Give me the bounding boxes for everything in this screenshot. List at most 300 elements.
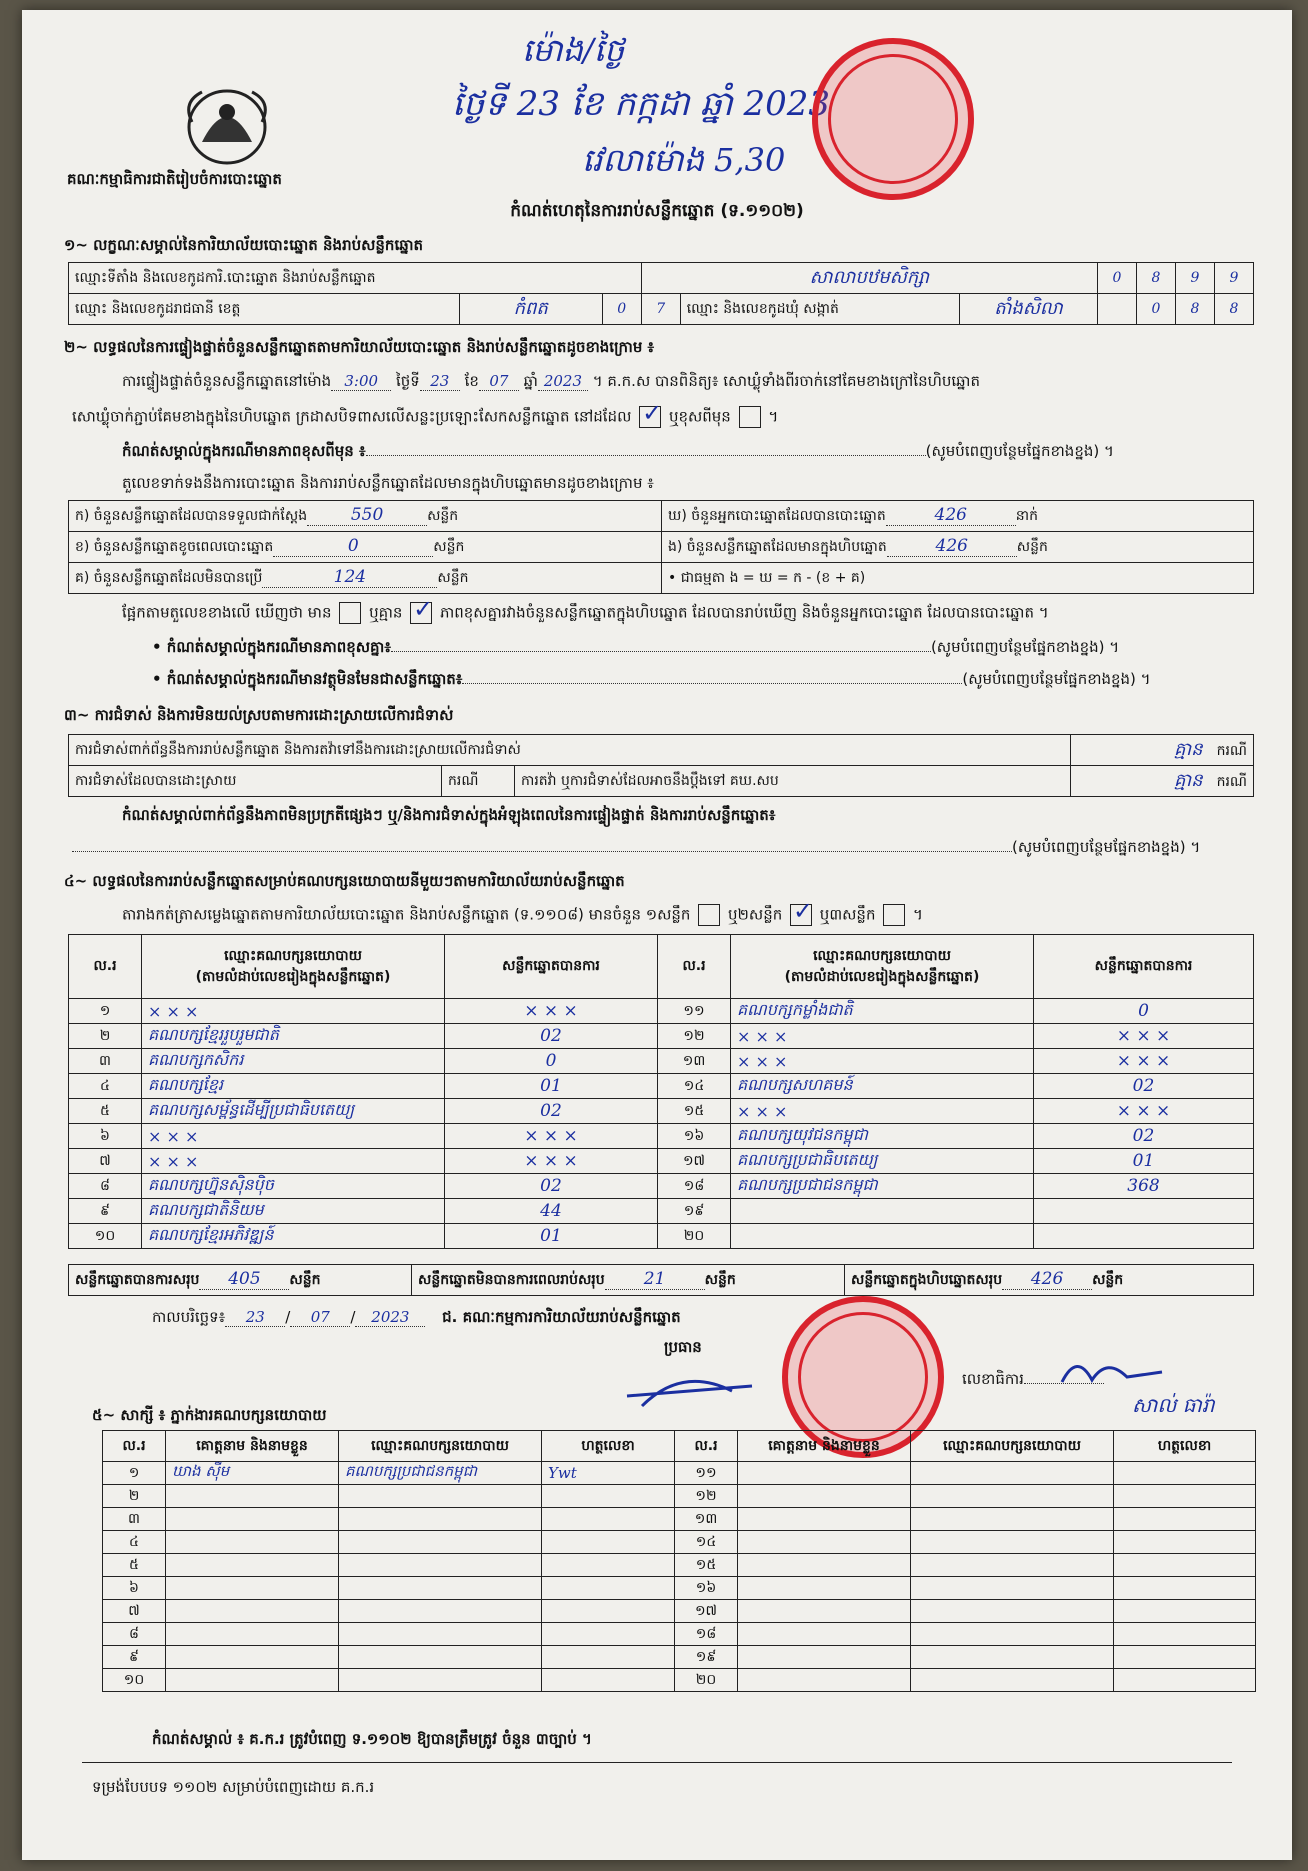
result-party-right: × × × xyxy=(731,1024,1034,1049)
witness-no-left: ៩ xyxy=(103,1646,166,1669)
result-no-left: ១០ xyxy=(69,1224,142,1249)
result-votes-left: × × × xyxy=(445,999,658,1024)
section1-title: ១~ លក្ខណៈសម្គាល់នៃការិយាល័យបោះឆ្នោត និងរាប់សន្លឹកឆ្នោត xyxy=(64,236,424,254)
result-no-left: ៦ xyxy=(69,1124,142,1149)
witness-party-right[interactable] xyxy=(911,1623,1114,1646)
figures-intro: តួលេខទាក់ទងនឹងការបោះឆ្នោត និងការរាប់សន្លឹកឆ្នោតដែលមានក្នុងហិបឆ្នោតមានដូចខាងក្រោម ៖ xyxy=(122,474,654,492)
verify-year: 2023 xyxy=(538,372,588,391)
col-party-right-2: (តាមលំដាប់លេខរៀងក្នុងសន្លឹកឆ្នោត) xyxy=(784,968,980,985)
result-no-left: ១ xyxy=(69,999,142,1024)
figure-kh-value: 0 xyxy=(273,536,433,557)
signing-date-line: កាលបរិច្ឆេទ៖ 23 / 07 / 2023 ជ. គណៈកម្មការការិយាល័យរាប់សន្លឹកឆ្នោត xyxy=(152,1308,681,1326)
result-party-left: × × × xyxy=(142,1124,445,1149)
figure-k xyxy=(69,501,662,532)
committee-label: ជ. គណៈកម្មការការិយាល័យរាប់សន្លឹកឆ្នោត xyxy=(442,1308,681,1326)
footer-text: ទម្រង់បែបបទ ១១០២ សម្រាប់បំពេញដោយ គ.ក.រ xyxy=(92,1778,375,1796)
appeal-value: គ្មាន xyxy=(1174,769,1203,791)
result-votes-left: 44 xyxy=(445,1199,658,1224)
witness-no-right: ១៥ xyxy=(675,1554,738,1577)
total-valid-cell xyxy=(69,1265,412,1296)
appeal-case: ករណី xyxy=(1216,773,1247,790)
result-votes-right: × × × xyxy=(1034,1024,1254,1049)
verify-line2-text-b: ឬខុសពីមុន xyxy=(668,407,731,426)
witness-sign-left[interactable] xyxy=(542,1623,675,1646)
witness-name-right[interactable] xyxy=(738,1600,911,1623)
result-no-right: ១៧ xyxy=(658,1149,731,1174)
witness-party-left[interactable] xyxy=(339,1577,542,1600)
figure-gh-label: ឃ) ចំនួនអ្នកបោះឆ្នោតដែលបានបោះឆ្នោត xyxy=(668,508,886,524)
verify-day: 23 xyxy=(420,372,460,391)
witness-sign-right[interactable] xyxy=(1114,1485,1256,1508)
province-code-2: 7 xyxy=(641,294,680,325)
result-no-left: ៥ xyxy=(69,1099,142,1124)
tally-sheets-text: តារាងកត់ត្រាសម្លេងឆ្នោតតាមការិយាល័យបោះឆ្នោត និងរាប់សន្លឹកឆ្នោត (ទ.១១០៨) មានចំនួន ១សន្លឹក xyxy=(122,905,691,924)
witness-sign-left[interactable] xyxy=(542,1646,675,1669)
result-party-right xyxy=(731,1199,1034,1224)
figure-k-value: 550 xyxy=(307,505,427,526)
province-value: កំពត xyxy=(459,294,602,325)
form-sheet xyxy=(22,10,1292,1860)
date-day: 23 xyxy=(225,1308,285,1327)
witness-no-left: ១ xyxy=(103,1462,166,1485)
witness-no-right: ១៨ xyxy=(675,1623,738,1646)
witness-sign-left[interactable]: Ywt xyxy=(542,1462,675,1485)
objection-value: គ្មាន xyxy=(1174,738,1203,760)
witness-party-right[interactable] xyxy=(911,1600,1114,1623)
witness-note: កំណត់សម្គាល់ ៖ គ.ក.រ ត្រូវបំពេញ ទ.១១០២ ឱ្យបានត្រឹមត្រូវ ចំនួន ៣ច្បាប់ ។ xyxy=(152,1730,592,1748)
witness-name-left[interactable]: ឃាង ស៊ីម xyxy=(166,1462,339,1485)
figure-k-label: ក) ចំនួនសន្លឹកឆ្នោតដែលបានទទួលជាក់ស្ដែង xyxy=(75,508,308,524)
result-no-left: ៨ xyxy=(69,1174,142,1199)
result-no-left: ៧ xyxy=(69,1149,142,1174)
result-party-left: × × × xyxy=(142,1149,445,1174)
witness-row xyxy=(103,1669,1256,1692)
location-value: សាលាបឋមសិក្សា xyxy=(641,263,1097,294)
result-party-right: គណបក្សប្រជាជនកម្ពុជា xyxy=(731,1174,1034,1199)
witness-party-left[interactable]: គណបក្សប្រជាជនកម្ពុជា xyxy=(339,1462,542,1485)
figure-gh-value: 426 xyxy=(886,505,1016,526)
result-party-right: × × × xyxy=(731,1049,1034,1074)
result-votes-left: × × × xyxy=(445,1124,658,1149)
witness-no-right: ២០ xyxy=(675,1669,738,1692)
witness-no-right: ១៣ xyxy=(675,1508,738,1531)
no-discrepancy-checkbox[interactable] xyxy=(410,602,432,624)
figure-ng-label: ង) ចំនួនសន្លឹកឆ្នោតដែលមានក្នុងហិបឆ្នោត xyxy=(668,539,887,555)
witness-party-left[interactable] xyxy=(339,1623,542,1646)
total-box-value: 426 xyxy=(1002,1269,1092,1290)
form-title: កំណត់ហេតុនៃការរាប់សន្លឹកឆ្នោត (ទ.១១០២) xyxy=(510,201,804,221)
total-box-label: សន្លឹកឆ្នោតក្នុងហិបឆ្នោតសរុប xyxy=(851,1272,1003,1288)
resolved-case: ករណី xyxy=(442,766,515,797)
verify-line2-text: សោឃ្លុំចាក់ភ្ជាប់គែមខាងក្នុងនៃហិបឆ្នោត ក្រដាសបិទពាសលើសន្លះប្រឡោះសែកសន្លឹកឆ្នោត នៅដដែល xyxy=(72,407,632,426)
result-row xyxy=(69,1099,1254,1124)
result-votes-left: 02 xyxy=(445,1099,658,1124)
result-party-right: គណបក្សកម្លាំងជាតិ xyxy=(731,999,1034,1024)
commune-code-3: 8 xyxy=(1215,294,1254,325)
result-row xyxy=(69,999,1254,1024)
witness-sign-right[interactable] xyxy=(1114,1623,1256,1646)
witness-row xyxy=(103,1554,1256,1577)
witness-sign-right[interactable] xyxy=(1114,1531,1256,1554)
irregularity-note: កំណត់សម្គាល់ពាក់ព័ន្ធនឹងភាពមិនប្រក្រតីផ្សេងៗ ឬ/និងការជំទាស់ក្នុងអំឡុងពេលនៃការផ្ទៀងផ្ទាត់ និងការរាប់សន្លឹកឆ្នោត៖ xyxy=(122,806,776,824)
witness-name-left[interactable] xyxy=(166,1577,339,1600)
witness-party-right[interactable] xyxy=(911,1508,1114,1531)
total-valid-unit: សន្លឹក xyxy=(289,1272,321,1288)
figure-k-unit: សន្លឹក xyxy=(427,508,459,524)
tally-sheets-text-c: ឬ៣សន្លឹក xyxy=(819,905,876,924)
figure-ko-unit: សន្លឹក xyxy=(437,570,469,586)
witness-name-right[interactable] xyxy=(738,1669,911,1692)
date-year: 2023 xyxy=(355,1308,425,1327)
figure-kh-label: ខ) ចំនួនសន្លឹកឆ្នោតខូចពេលបោះឆ្នោត xyxy=(75,539,274,555)
witness-sign-left[interactable] xyxy=(542,1669,675,1692)
section2-title: ២~ លទ្ធផលនៃការផ្ទៀងផ្ទាត់ចំនួនសន្លឹកឆ្នោតតាមការិយាល័យបោះឆ្នោត និងរាប់សន្លឹកឆ្នោតដូចខាងក្រោម ៖ xyxy=(64,338,655,356)
witness-name-left[interactable] xyxy=(166,1531,339,1554)
formula: • ជាធម្មតា ង = ឃ = ក - (ខ + គ) xyxy=(662,563,1254,594)
bullet-note-1-fill: (សូមបំពេញបន្ថែមផ្នែកខាងខ្នង) ។ xyxy=(930,638,1120,656)
witness-row xyxy=(103,1646,1256,1669)
section1-table xyxy=(68,262,1254,325)
one-sheet-checkbox[interactable] xyxy=(698,904,720,926)
result-votes-left: × × × xyxy=(445,1149,658,1174)
witness-row xyxy=(103,1462,1256,1485)
witness-party-left[interactable] xyxy=(339,1508,542,1531)
date-month: 07 xyxy=(290,1308,350,1327)
witness-no-left: ២ xyxy=(103,1485,166,1508)
witness-no-left: ៧ xyxy=(103,1600,166,1623)
verify-line-1 xyxy=(122,372,980,394)
witness-party-right[interactable] xyxy=(911,1485,1114,1508)
witness-sign-left[interactable] xyxy=(542,1508,675,1531)
witness-no-left: ៣ xyxy=(103,1508,166,1531)
witness-row xyxy=(103,1623,1256,1646)
diff-note-line xyxy=(122,442,1114,464)
witness-name-right[interactable] xyxy=(738,1623,911,1646)
col-party-right-1: ឈ្មោះគណបក្សនយោបាយ xyxy=(813,947,951,964)
witness-party-right[interactable] xyxy=(911,1669,1114,1692)
result-no-right: ១៩ xyxy=(658,1199,731,1224)
witness-name-left[interactable] xyxy=(166,1508,339,1531)
result-votes-right: 0 xyxy=(1034,999,1254,1024)
witness-sign-left[interactable] xyxy=(542,1554,675,1577)
results-table xyxy=(68,934,1254,1249)
result-row xyxy=(69,1149,1254,1174)
discrepancy-text-b: ឬគ្មាន xyxy=(369,603,403,622)
witness-table xyxy=(102,1430,1256,1692)
result-votes-right: 01 xyxy=(1034,1149,1254,1174)
result-party-left: គណបក្សហ្វ៊ុនស៊ិនប៉ិច xyxy=(142,1174,445,1199)
three-sheet-checkbox[interactable] xyxy=(883,904,905,926)
w-col-party-left: ឈ្មោះគណបក្សនយោបាយ xyxy=(339,1431,542,1462)
total-box-unit: សន្លឹក xyxy=(1092,1272,1124,1288)
result-no-right: ១៤ xyxy=(658,1074,731,1099)
col-no-right: ល.រ xyxy=(658,935,731,999)
result-row xyxy=(69,1049,1254,1074)
witness-no-right: ១១ xyxy=(675,1462,738,1485)
witness-party-right[interactable] xyxy=(911,1531,1114,1554)
witness-name-right[interactable] xyxy=(738,1462,911,1485)
result-party-left: គណបក្សកសិករ xyxy=(142,1049,445,1074)
witness-no-right: ១២ xyxy=(675,1485,738,1508)
result-row xyxy=(69,1074,1254,1099)
province-code-1: 0 xyxy=(602,294,641,325)
figure-ng xyxy=(662,532,1254,563)
hw-heading-1: ម៉ោង/ថ្ងៃ xyxy=(522,31,625,69)
w-col-sign-left: ហត្ថលេខា xyxy=(542,1431,675,1462)
witness-party-right[interactable] xyxy=(911,1646,1114,1669)
result-no-right: ២០ xyxy=(658,1224,731,1249)
result-no-right: ១៨ xyxy=(658,1174,731,1199)
irregularity-fill-note: (សូមបំពេញបន្ថែមផ្នែកខាងខ្នង) ។ xyxy=(1012,838,1201,856)
result-no-left: ៣ xyxy=(69,1049,142,1074)
witness-row xyxy=(103,1600,1256,1623)
total-valid-label: សន្លឹកឆ្នោតបានការសរុប xyxy=(75,1272,200,1288)
result-party-left: គណបក្សខ្មែរអភិវឌ្ឍន៍ xyxy=(142,1224,445,1249)
result-no-right: ១៦ xyxy=(658,1124,731,1149)
figure-ng-value: 426 xyxy=(887,536,1017,557)
witness-party-right[interactable] xyxy=(911,1577,1114,1600)
witness-no-left: ៦ xyxy=(103,1577,166,1600)
result-party-right: គណបក្សប្រជាធិបតេយ្យ xyxy=(731,1149,1034,1174)
result-party-left: គណបក្សខ្មែរ xyxy=(142,1074,445,1099)
result-votes-right xyxy=(1034,1224,1254,1249)
discrepancy-line xyxy=(122,602,1049,626)
appeal-cell xyxy=(1071,766,1254,797)
objection-case: ករណី xyxy=(1216,742,1247,759)
witness-party-left[interactable] xyxy=(339,1531,542,1554)
tally-sheets-text-b: ឬ២សន្លឹក xyxy=(728,905,783,924)
bullet-note-1 xyxy=(152,638,1119,660)
bullet-note-2 xyxy=(152,670,1151,692)
result-row xyxy=(69,1224,1254,1249)
witness-sign-right[interactable] xyxy=(1114,1669,1256,1692)
verify-text-c: ខែ xyxy=(464,372,479,390)
witness-name-right[interactable] xyxy=(738,1554,911,1577)
location-label: ឈ្មោះទីតាំង និងលេខកូដការិ.បោះឆ្នោត និងរាប់សន្លឹកឆ្នោត xyxy=(69,263,642,294)
result-row xyxy=(69,1124,1254,1149)
witness-name-right[interactable] xyxy=(738,1508,911,1531)
commune-code-1: 0 xyxy=(1137,294,1176,325)
commune-code-2: 8 xyxy=(1176,294,1215,325)
verify-text-e: ។ គ.ក.ស បានពិនិត្យ៖ សោឃ្លុំទាំងពីរចាក់នៅគែមខាងក្រៅនៃហិបឆ្នោត xyxy=(592,372,980,390)
witness-row xyxy=(103,1577,1256,1600)
witness-row xyxy=(103,1531,1256,1554)
witness-sign-right[interactable] xyxy=(1114,1462,1256,1485)
secretary-signature-icon xyxy=(1057,1352,1167,1392)
province-label: ឈ្មោះ និងលេខកូដរាជធានី ខេត្ត xyxy=(69,294,460,325)
result-votes-right: 368 xyxy=(1034,1174,1254,1199)
result-votes-right: 02 xyxy=(1034,1074,1254,1099)
total-valid-value: 405 xyxy=(199,1269,289,1290)
commune-label: ឈ្មោះ និងលេខកូដឃុំ សង្កាត់ xyxy=(680,294,959,325)
section3-table xyxy=(68,734,1254,797)
w-col-sign-right: ហត្ថលេខា xyxy=(1114,1431,1256,1462)
result-votes-left: 01 xyxy=(445,1224,658,1249)
bullet-note-2-label: • កំណត់សម្គាល់ក្នុងករណីមានវត្ថុមិនមែនជាសន្លឹកឆ្នោត៖ xyxy=(152,670,463,688)
section5-title: ៥~ សាក្សី ៖ ភ្នាក់ងារគណបក្សនយោបាយ xyxy=(92,1406,327,1424)
witness-sign-right[interactable] xyxy=(1114,1554,1256,1577)
commune-value: តាំងសិលា xyxy=(960,294,1098,325)
witness-party-left[interactable] xyxy=(339,1485,542,1508)
figure-ko-value: 124 xyxy=(262,567,437,588)
result-no-right: ១៣ xyxy=(658,1049,731,1074)
witness-name-right[interactable] xyxy=(738,1485,911,1508)
col-party-right xyxy=(731,935,1034,999)
witness-sign-left[interactable] xyxy=(542,1531,675,1554)
tally-sheets-line: តារាងកត់ត្រាសម្លេងឆ្នោតតាមការិយាល័យបោះឆ្នោត និងរាប់សន្លឹកឆ្នោត (ទ.១១០៨) មានចំនួន ១សន្លឹក ឬ២សន្លឹក ✓ ឬ៣សន្លឹក ។ xyxy=(122,904,923,928)
witness-party-left[interactable] xyxy=(339,1646,542,1669)
figure-ng-unit: សន្លឹក xyxy=(1016,539,1048,555)
result-votes-left: 02 xyxy=(445,1174,658,1199)
witness-sign-left[interactable] xyxy=(542,1485,675,1508)
date-label: កាលបរិច្ឆេទ៖ xyxy=(152,1308,226,1326)
witness-sign-left[interactable] xyxy=(542,1600,675,1623)
result-no-right: ១១ xyxy=(658,999,731,1024)
result-row xyxy=(69,1199,1254,1224)
chair-label: ប្រធាន xyxy=(664,1338,702,1356)
verify-time: 3:00 xyxy=(331,372,391,391)
witness-party-left[interactable] xyxy=(339,1554,542,1577)
witness-name-right[interactable] xyxy=(738,1531,911,1554)
same-checkbox[interactable] xyxy=(639,406,661,428)
witness-no-right: ១៤ xyxy=(675,1531,738,1554)
witness-party-left[interactable] xyxy=(339,1669,542,1692)
result-row xyxy=(69,1174,1254,1199)
discrepancy-text-a: ផ្អែកតាមតួលេខខាងលើ ឃើញថា មាន xyxy=(122,603,332,622)
has-discrepancy-checkbox[interactable] xyxy=(339,602,361,624)
result-party-right: គណបក្សយុវជនកម្ពុជា xyxy=(731,1124,1034,1149)
witness-no-right: ១៦ xyxy=(675,1577,738,1600)
w-col-name-right: គោត្តនាម និងនាមខ្លួន xyxy=(738,1431,911,1462)
witness-row xyxy=(103,1508,1256,1531)
result-no-right: ១២ xyxy=(658,1024,731,1049)
result-no-left: ២ xyxy=(69,1024,142,1049)
witness-sign-right[interactable] xyxy=(1114,1577,1256,1600)
result-party-left: គណបក្សខ្មែររួបរួមជាតិ xyxy=(142,1024,445,1049)
result-party-right: × × × xyxy=(731,1099,1034,1124)
witness-name-left[interactable] xyxy=(166,1600,339,1623)
witness-sign-left[interactable] xyxy=(542,1577,675,1600)
result-votes-right: 02 xyxy=(1034,1124,1254,1149)
result-votes-left: 0 xyxy=(445,1049,658,1074)
objection-cell xyxy=(1071,735,1254,766)
verify-text-b: ថ្ងៃទី xyxy=(395,372,420,390)
secretary-name: សាល់ ធារ៉ា xyxy=(1132,1393,1215,1417)
totals-table xyxy=(68,1264,1254,1296)
total-box-cell xyxy=(845,1265,1254,1296)
irregularity-fill xyxy=(72,838,1200,860)
resolved-label: ការជំទាស់ដែលបានដោះស្រាយ xyxy=(69,766,442,797)
witness-sign-right[interactable] xyxy=(1114,1508,1256,1531)
location-code-2: 8 xyxy=(1137,263,1176,294)
location-code-1: 0 xyxy=(1098,263,1137,294)
witness-name-left[interactable] xyxy=(166,1646,339,1669)
result-votes-right xyxy=(1034,1199,1254,1224)
figure-kh xyxy=(69,532,662,563)
verify-month: 07 xyxy=(479,372,519,391)
secretary-label: លេខាធិការ xyxy=(962,1370,1024,1388)
w-col-party-right: ឈ្មោះគណបក្សនយោបាយ xyxy=(911,1431,1114,1462)
result-party-left: គណបក្សសម្ព័ន្ធដើម្បីប្រជាធិបតេយ្យ xyxy=(142,1099,445,1124)
w-col-name-left: គោត្តនាម និងនាមខ្លួន xyxy=(166,1431,339,1462)
result-row xyxy=(69,1024,1254,1049)
two-sheet-checkbox[interactable] xyxy=(790,904,812,926)
different-checkbox[interactable] xyxy=(739,406,761,428)
witness-sign-right[interactable] xyxy=(1114,1646,1256,1669)
bullet-note-1-label: • កំណត់សម្គាល់ក្នុងករណីមានភាពខុសគ្នា៖ xyxy=(152,638,391,656)
witness-name-right[interactable] xyxy=(738,1646,911,1669)
result-no-left: ៩ xyxy=(69,1199,142,1224)
witness-name-left[interactable] xyxy=(166,1669,339,1692)
witness-no-right: ១៩ xyxy=(675,1646,738,1669)
witness-no-left: ១០ xyxy=(103,1669,166,1692)
official-stamp-top xyxy=(812,38,974,200)
witness-no-left: ៥ xyxy=(103,1554,166,1577)
witness-party-right[interactable] xyxy=(911,1462,1114,1485)
witness-no-right: ១៧ xyxy=(675,1600,738,1623)
witness-sign-right[interactable] xyxy=(1114,1600,1256,1623)
result-no-right: ១៥ xyxy=(658,1099,731,1124)
total-invalid-value: 21 xyxy=(605,1269,705,1290)
result-party-left: × × × xyxy=(142,999,445,1024)
figure-kh-unit: សន្លឹក xyxy=(433,539,465,555)
discrepancy-text-c: ភាពខុសគ្នារវាងចំនួនសន្លឹកឆ្នោតក្នុងហិបឆ្នោត ដែលបានរាប់ឃើញ និងចំនួនអ្នកបោះឆ្នោត ដែលបានបោះឆ្នោត ។ xyxy=(439,603,1049,622)
diff-note-label: កំណត់សម្គាល់ក្នុងករណីមានភាពខុសពីមុន ៖ xyxy=(122,442,366,460)
witness-name-left[interactable] xyxy=(166,1623,339,1646)
footer-divider xyxy=(82,1762,1232,1763)
witness-name-left[interactable] xyxy=(166,1485,339,1508)
witness-no-left: ៤ xyxy=(103,1531,166,1554)
witness-no-left: ៨ xyxy=(103,1623,166,1646)
total-invalid-unit: សន្លឹក xyxy=(704,1272,736,1288)
result-votes-right: × × × xyxy=(1034,1099,1254,1124)
nec-emblem-icon xyxy=(172,72,282,172)
figure-gh-unit: នាក់ xyxy=(1015,508,1038,524)
location-code-4: 9 xyxy=(1215,263,1254,294)
result-votes-right: × × × xyxy=(1034,1049,1254,1074)
result-no-left: ៤ xyxy=(69,1074,142,1099)
col-votes-right: សន្លឹកឆ្នោតបានការ xyxy=(1034,935,1254,999)
commune-code-blank xyxy=(1098,294,1137,325)
result-votes-left: 01 xyxy=(445,1074,658,1099)
figure-ko xyxy=(69,563,662,594)
witness-row xyxy=(103,1485,1256,1508)
chair-signature-icon xyxy=(622,1356,762,1416)
w-col-no-left: ល.រ xyxy=(103,1431,166,1462)
witness-name-left[interactable] xyxy=(166,1554,339,1577)
w-col-no-right: ល.រ xyxy=(675,1431,738,1462)
objection-label: ការជំទាស់ពាក់ព័ន្ធនឹងការរាប់សន្លឹកឆ្នោត និងការតវ៉ាទៅនឹងការដោះស្រាយលើការជំទាស់ xyxy=(69,735,1071,766)
result-party-left: គណបក្សជាតិនិយម xyxy=(142,1199,445,1224)
verify-text-a: ការផ្ទៀងផ្ទាត់ចំនួនសន្លឹកឆ្នោតនៅម៉ោង xyxy=(122,372,332,390)
org-name: គណៈកម្មាធិការជាតិរៀបចំការបោះឆ្នោត xyxy=(67,170,282,188)
witness-name-right[interactable] xyxy=(738,1577,911,1600)
hw-heading-2: ថ្ងៃទី 23 ខែ កក្កដា ឆ្នាំ 2023 xyxy=(452,84,831,124)
location-code-3: 9 xyxy=(1176,263,1215,294)
section4-title: ៤~ លទ្ធផលនៃការរាប់សន្លឹកឆ្នោតសម្រាប់គណបក្សនយោបាយនីមួយៗតាមការិយាល័យរាប់សន្លឹកឆ្នោត xyxy=(64,872,625,890)
col-no-left: ល.រ xyxy=(69,935,142,999)
appeal-label: ការតវ៉ា ឬការជំទាស់ដែលអាចនឹងប្ដឹងទៅ គឃ.សប xyxy=(515,766,1071,797)
figure-gh xyxy=(662,501,1254,532)
diff-fill-note: (សូមបំពេញបន្ថែមផ្នែកខាងខ្នង) ។ xyxy=(925,442,1114,460)
total-invalid-label: សន្លឹកឆ្នោតមិនបានការពេលរាប់សរុប xyxy=(418,1272,605,1288)
witness-party-left[interactable] xyxy=(339,1600,542,1623)
witness-party-right[interactable] xyxy=(911,1554,1114,1577)
hw-heading-3: វេលាម៉ោង 5,30 xyxy=(582,141,786,179)
col-party-left xyxy=(142,935,445,999)
result-party-right: គណបក្សសហគមន៍ xyxy=(731,1074,1034,1099)
total-invalid-cell xyxy=(412,1265,845,1296)
